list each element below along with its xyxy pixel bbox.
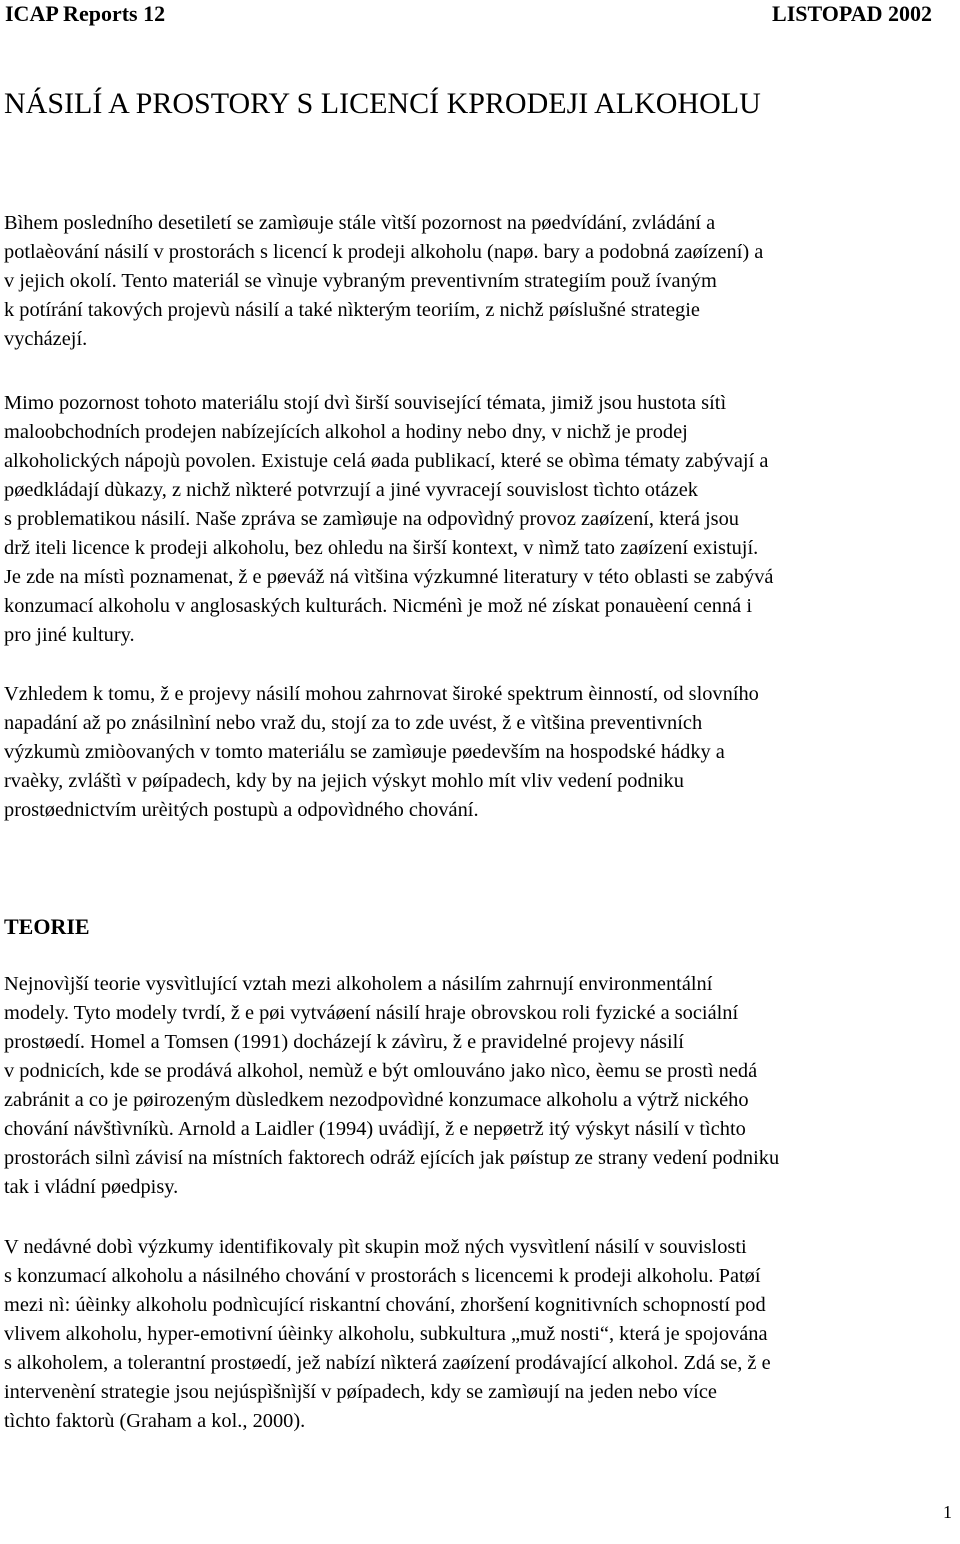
paragraph-scope: [4, 389, 956, 650]
text-line: pøedkládají dùkazy, z nichž nìkteré potvrzují a jiné vyvracejí souvislost tìchto otázek: [4, 479, 698, 501]
text-line: výzkumù zmiòovaných v tomto materiálu se zamìøuje pøedevším na hospodské hádky a: [4, 741, 725, 763]
text-line: Je zde na místì poznamenat, ž e pøeváž ná vìtšina výzkumné literatury v této oblasti se zabývá: [4, 566, 774, 588]
text-line: konzumací alkoholu v anglosaských kulturách. Nicménì je mož né získat ponauèení cenná i: [4, 595, 752, 617]
text-line: k potírání takových projevù násilí a také nìkterým teoriím, z nichž pøíslušné strategie: [4, 299, 700, 321]
text-line: maloobchodních prodejen nabízejících alkohol a hodiny nebo dny, v nichž je prodej: [4, 421, 688, 443]
text-line: modely. Tyto modely tvrdí, ž e pøi vytváøení násilí hraje obrovskou roli fyzické a sociální: [4, 1002, 739, 1024]
text-line: Bìhem posledního desetiletí se zamìøuje stále vìtší pozornost na pøedvídání, zvládání a: [4, 212, 716, 234]
text-line: vlivem alkoholu, hyper-emotivní úèinky alkoholu, subkultura „muž nosti“, která je spojována: [4, 1323, 768, 1345]
text-line: potlaèování násilí v prostorách s licencí k prodeji alkoholu (napø. bary a podobná zaøízení) a: [4, 241, 764, 263]
text-line: chování návštìvníkù. Arnold a Laidler (1994) uvádìjí, ž e nepøetrž itý výskyt násilí v tìchto: [4, 1118, 746, 1140]
text-line: s alkoholem, a tolerantní prostøedí, jež nabízí nìkterá zaøízení prodávající alkohol. Zdá se, ž e: [4, 1352, 771, 1374]
text-line: Mimo pozornost tohoto materiálu stojí dvì širší související témata, jimiž jsou hustota sítì: [4, 392, 727, 414]
paragraph-explanations: [4, 1233, 956, 1436]
page-number: 1: [943, 1502, 952, 1522]
text-line: tak i vládní pøedpisy.: [4, 1176, 179, 1198]
paragraph-intro: [4, 209, 956, 354]
text-line: intervenèní strategie jsou nejúspìšnìjší v pøípadech, kdy se zamìøují na jeden nebo více: [4, 1381, 717, 1403]
text-line: Nejnovìjší teorie vysvìtlující vztah mezi alkoholem a násilím zahrnují environmentální: [4, 973, 713, 995]
text-line: alkoholických nápojù povolen. Existuje celá øada publikací, které se obìma tématy zabývají a: [4, 450, 769, 472]
text-line: v jejich okolí. Tento materiál se vìnuje vybraným preventivním strategiím použ ívaným: [4, 270, 717, 292]
text-line: rvaèky, zvláštì v pøípadech, kdy by na jejich výskyt mohlo mít vliv vedení podniku: [4, 770, 684, 792]
report-date-header: LISTOPAD 2002: [772, 1, 932, 26]
text-line: mezi nì: úèinky alkoholu podnìcující riskantní chování, zhoršení kognitivních schopností pod: [4, 1294, 766, 1316]
text-line: v podnicích, kde se prodává alkohol, nemùž e být omlouváno jako nìco, èemu se prostì nedá: [4, 1060, 758, 1082]
text-line: drž iteli licence k prodeji alkoholu, bez ohledu na širší kontext, v nìmž tato zaøízení existují.: [4, 537, 759, 559]
text-line: napadání až po znásilnìní nebo vraž du, stojí za to zde uvést, ž e vìtšina preventivních: [4, 712, 703, 734]
paragraph-theory: [4, 970, 956, 1202]
text-line: prostorách silnì závisí na místních faktorech odráž ejících jak pøístup ze strany vedení podniku: [4, 1147, 780, 1169]
report-series-header: ICAP Reports 12: [5, 1, 166, 26]
text-line: s konzumací alkoholu a násilného chování v prostorách s licencemi k prodeji alkoholu. Patøí: [4, 1265, 761, 1287]
text-line: Vzhledem k tomu, ž e projevy násilí mohou zahrnovat široké spektrum èinností, od slovního: [4, 683, 759, 705]
text-line: pro jiné kultury.: [4, 624, 135, 646]
text-line: s problematikou násilí. Naše zpráva se zamìøuje na odpovìdný provoz zaøízení, která jsou: [4, 508, 739, 530]
paragraph-violence-scope: [4, 680, 956, 825]
section-heading: TEORIE: [4, 914, 90, 939]
text-line: prostøedí. Homel a Tomsen (1991) docházejí k závìru, ž e pravidelné projevy násilí: [4, 1031, 684, 1053]
page-title: NÁSILÍ A PROSTORY S LICENCÍ KPRODEJI ALKOHOLU: [4, 87, 761, 120]
text-line: tìchto faktorù (Graham a kol., 2000).: [4, 1410, 306, 1432]
text-line: vycházejí.: [4, 328, 88, 350]
text-line: prostøednictvím urèitých postupù a odpovìdného chování.: [4, 799, 479, 821]
text-line: V nedávné dobì výzkumy identifikovaly pìt skupin mož ných vysvìtlení násilí v souvislosti: [4, 1236, 747, 1258]
text-line: zabránit a co je pøirozeným dùsledkem nezodpovìdné konzumace alkoholu a výtrž nického: [4, 1089, 749, 1111]
